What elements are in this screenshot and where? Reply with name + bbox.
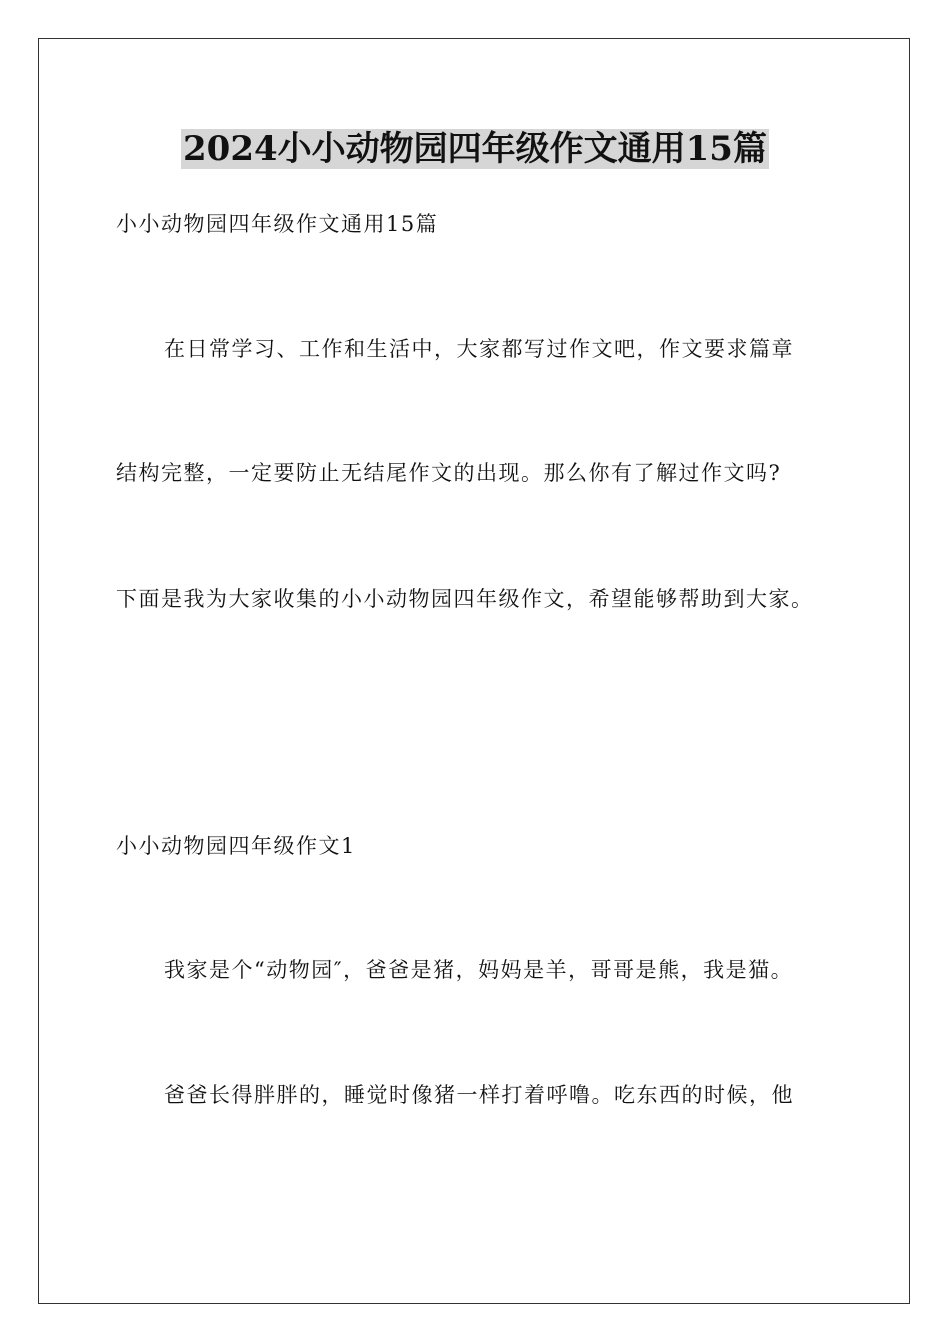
document-title (0, 126, 950, 172)
intro-line-3: 下面是我为大家收集的小小动物园四年级作文，希望能够帮助到大家。 (116, 587, 814, 611)
intro-line-1: 在日常学习、工作和生活中，大家都写过作文吧，作文要求篇章 (164, 337, 794, 361)
section-heading: 小小动物园四年级作文1 (116, 834, 356, 858)
document-title-text: 2024小小动物园四年级作文通用15篇 (183, 129, 767, 169)
body-line-2: 爸爸长得胖胖的，睡觉时像猪一样打着呼噜。吃东西的时候，他 (164, 1083, 794, 1107)
intro-line-2: 结构完整，一定要防止无结尾作文的出现。那么你有了解过作文吗? (116, 461, 782, 485)
document-subtitle: 小小动物园四年级作文通用15篇 (116, 212, 439, 236)
body-line-1: 我家是个“动物园″，爸爸是猪，妈妈是羊，哥哥是熊，我是猫。 (164, 958, 794, 982)
